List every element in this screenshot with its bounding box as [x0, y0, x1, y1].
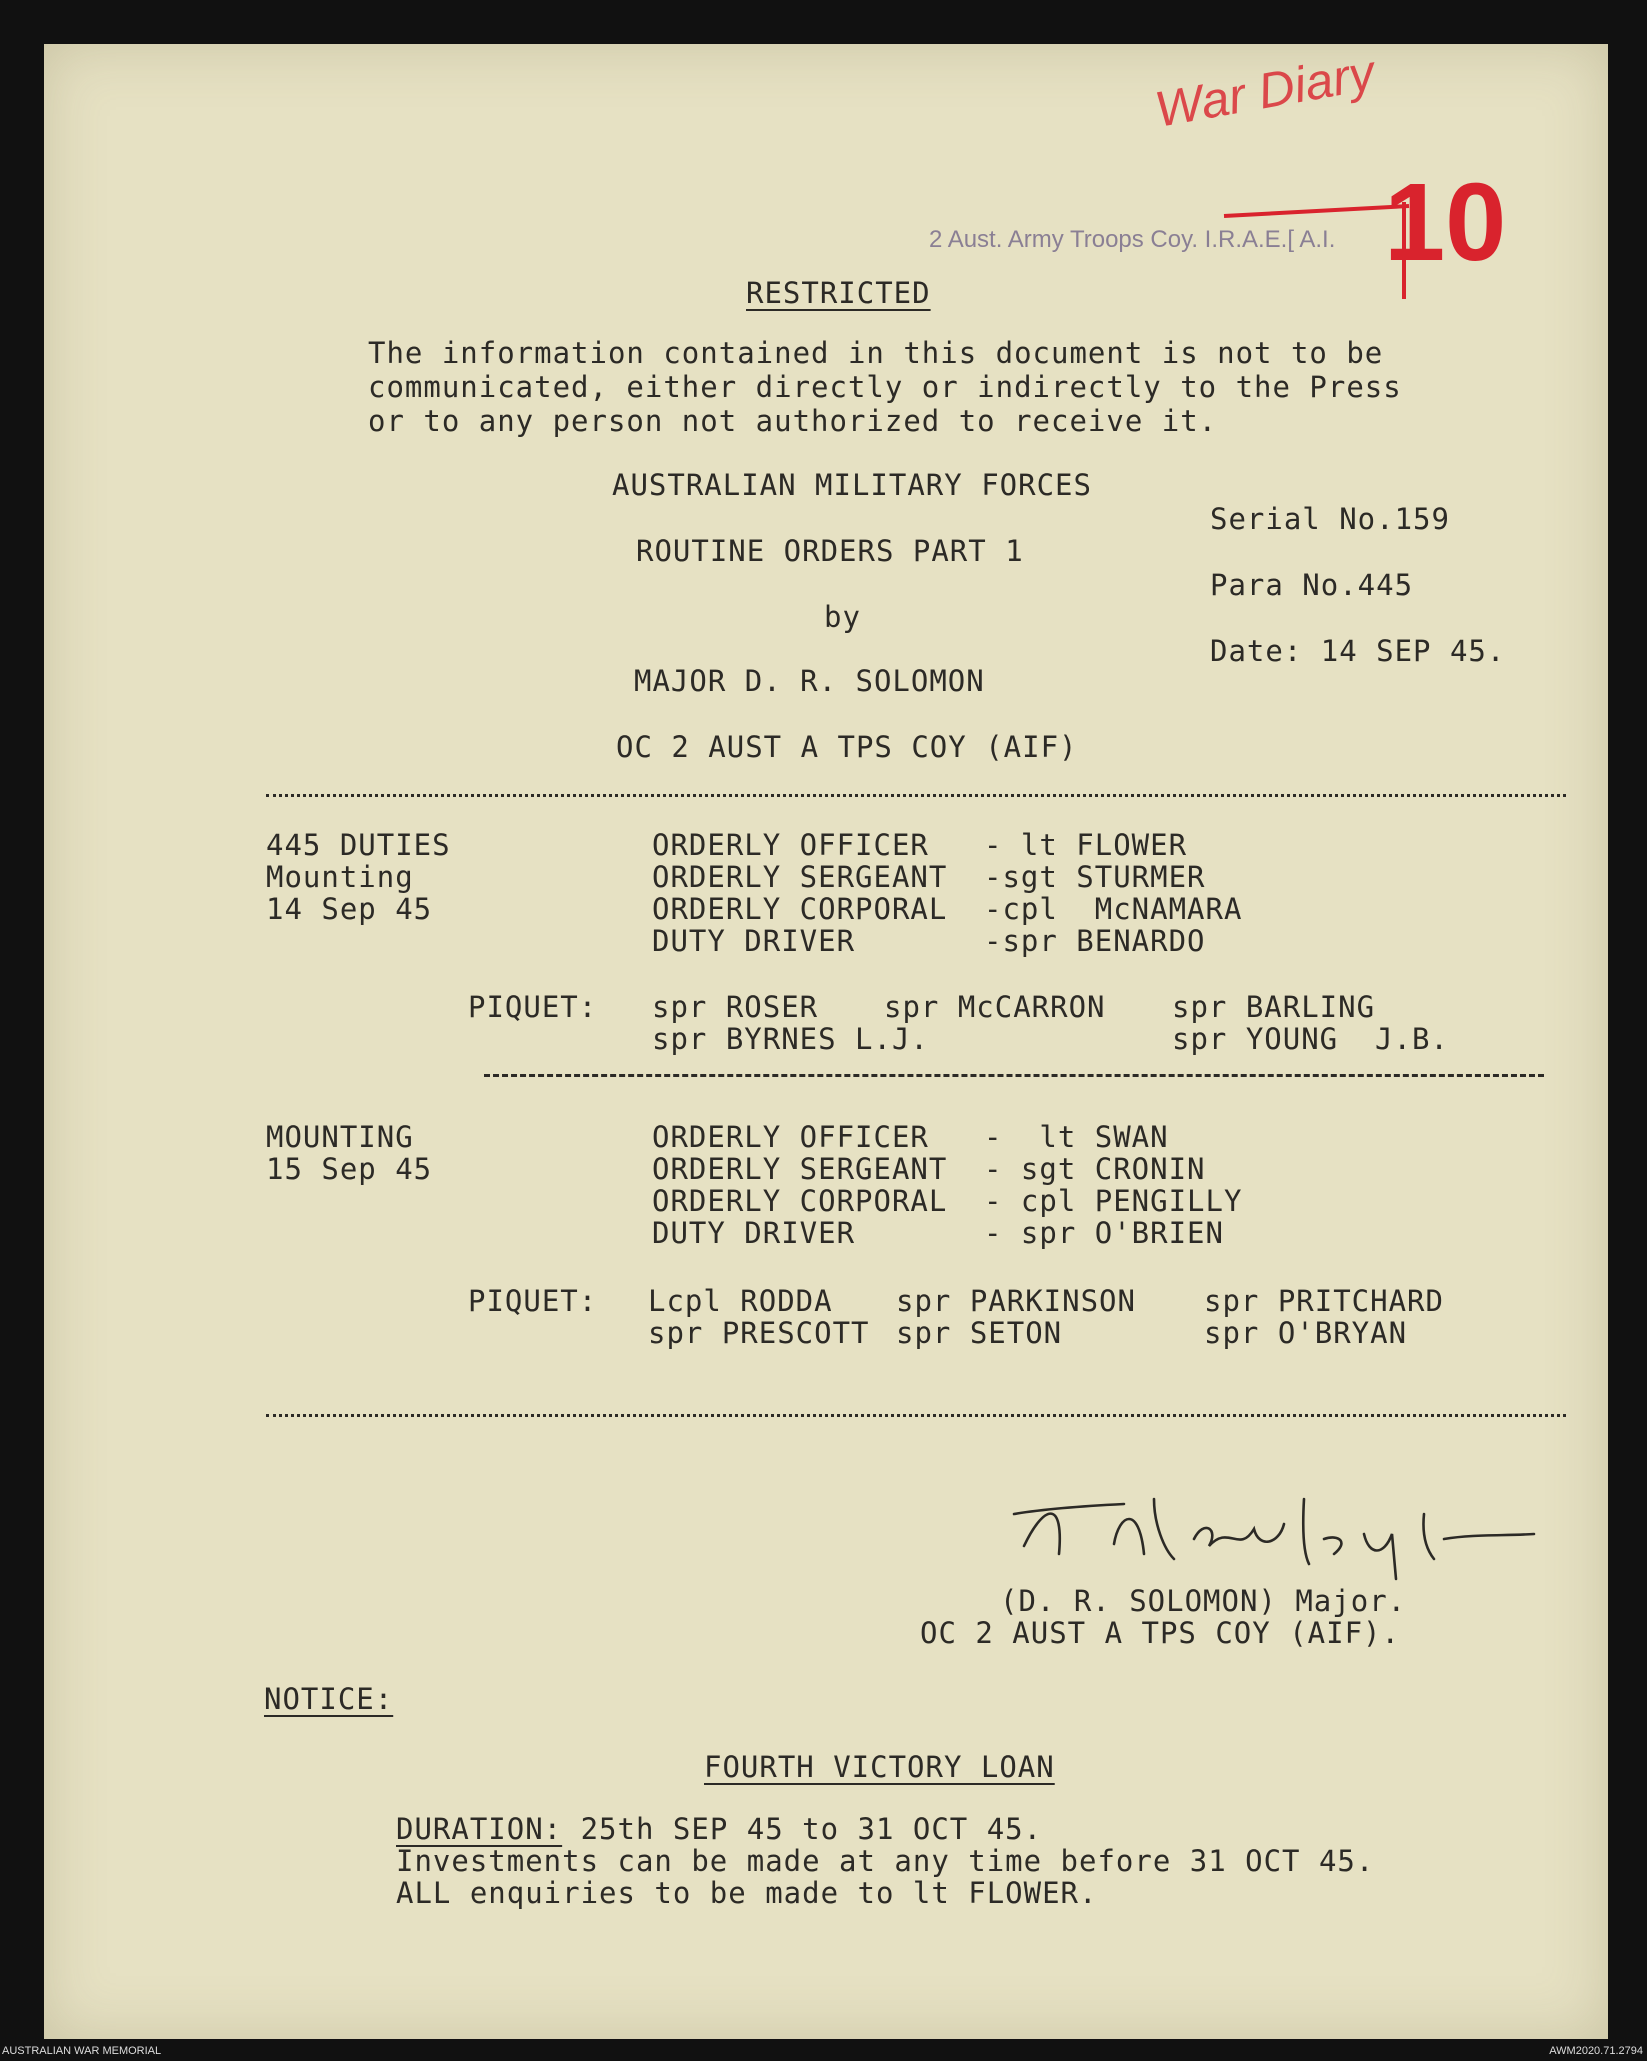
title-line-1: AUSTRALIAN MILITARY FORCES: [612, 468, 1092, 502]
duties1-piquet-1-3: spr BARLING: [1172, 990, 1376, 1024]
duties1-role-4: DUTY DRIVER: [652, 924, 856, 958]
duties2-piquet-1-2: spr PARKINSON: [896, 1284, 1136, 1318]
duties1-name-1: - lt FLOWER: [984, 828, 1188, 862]
title-line-4: MAJOR D. R. SOLOMON: [634, 664, 985, 698]
warning-line-3: or to any person not authorized to receive it.: [368, 404, 1218, 438]
title-line-5: OC 2 AUST A TPS COY (AIF): [616, 730, 1078, 764]
notice-line-1: Investments can be made at any time before 31 OCT 45.: [396, 1844, 1375, 1878]
handwritten-signature: [1004, 1484, 1564, 1584]
duties2-name-3: - cpl PENGILLY: [984, 1184, 1243, 1218]
duties2-heading-1: MOUNTING: [266, 1120, 414, 1154]
footer-left: AUSTRALIAN WAR MEMORIAL: [2, 2045, 162, 2057]
duties1-name-3: -cpl McNAMARA: [984, 892, 1243, 926]
warning-line-1: The information contained in this document is not to be: [368, 336, 1384, 370]
notice-label: NOTICE:: [264, 1682, 394, 1716]
duties1-heading-2: Mounting: [266, 860, 414, 894]
duties2-piquet-1-1: Lcpl RODDA: [648, 1284, 833, 1318]
classification-heading: RESTRICTED: [746, 276, 931, 310]
title-line-2: ROUTINE ORDERS PART 1: [636, 534, 1024, 568]
duties2-piquet-2-2: spr SETON: [896, 1316, 1063, 1350]
duties1-role-1: ORDERLY OFFICER: [652, 828, 929, 862]
serial-number: Serial No.159: [1210, 502, 1450, 536]
duties2-piquet-1-3: spr PRITCHARD: [1204, 1284, 1444, 1318]
duties1-piquet-1-1: spr ROSER: [652, 990, 819, 1024]
signatory-unit: OC 2 AUST A TPS COY (AIF).: [920, 1616, 1400, 1650]
order-date: Date: 14 SEP 45.: [1210, 634, 1506, 668]
signatory: (D. R. SOLOMON) Major.: [1000, 1584, 1407, 1618]
duties1-piquet-1-2: spr McCARRON: [884, 990, 1106, 1024]
duties2-name-4: - spr O'BRIEN: [984, 1216, 1224, 1250]
duties2-name-2: - sgt CRONIN: [984, 1152, 1206, 1186]
duration-value: 25th SEP 45 to 31 OCT 45.: [562, 1812, 1043, 1846]
duties2-heading-2: 15 Sep 45: [266, 1152, 433, 1186]
duties1-name-2: -sgt STURMER: [984, 860, 1206, 894]
duties2-role-4: DUTY DRIVER: [652, 1216, 856, 1250]
duties1-name-4: -spr BENARDO: [984, 924, 1206, 958]
document-page: [44, 44, 1608, 2039]
notice-title: FOURTH VICTORY LOAN: [704, 1750, 1055, 1784]
duties2-piquet-2-3: spr O'BRYAN: [1204, 1316, 1408, 1350]
duties2-role-3: ORDERLY CORPORAL: [652, 1184, 948, 1218]
divider-top: [266, 794, 1566, 797]
duties2-piquet-label: PIQUET:: [468, 1284, 598, 1318]
duties1-piquet-2-3: spr YOUNG J.B.: [1172, 1022, 1449, 1056]
divider-middle: [484, 1074, 1544, 1077]
handwritten-number: 10: [1384, 161, 1507, 284]
duties1-role-2: ORDERLY SERGEANT: [652, 860, 948, 894]
unit-stamp: 2 Aust. Army Troops Coy. I.R.A.E.[ A.I.: [929, 226, 1336, 253]
notice-line-2: ALL enquiries to be made to lt FLOWER.: [396, 1876, 1098, 1910]
para-number: Para No.445: [1210, 568, 1414, 602]
notice-duration: [396, 1812, 1042, 1846]
duties1-heading-3: 14 Sep 45: [266, 892, 433, 926]
duties1-piquet-2-1: spr BYRNES L.J.: [652, 1022, 929, 1056]
title-line-3: by: [824, 600, 861, 634]
duties2-name-1: - lt SWAN: [984, 1120, 1169, 1154]
footer-right: AWM2020.71.2794: [1549, 2045, 1643, 2057]
duties2-piquet-2-1: spr PRESCOTT: [648, 1316, 870, 1350]
duties2-role-2: ORDERLY SERGEANT: [652, 1152, 948, 1186]
duties1-heading-1: 445 DUTIES: [266, 828, 451, 862]
war-diary-annotation: War Diary: [1150, 44, 1379, 138]
warning-line-2: communicated, either directly or indirectly to the Press: [368, 370, 1402, 404]
duration-label: DURATION:: [396, 1812, 563, 1846]
duties2-role-1: ORDERLY OFFICER: [652, 1120, 929, 1154]
duties1-piquet-label: PIQUET:: [468, 990, 598, 1024]
divider-bottom: [266, 1414, 1566, 1417]
duties1-role-3: ORDERLY CORPORAL: [652, 892, 948, 926]
